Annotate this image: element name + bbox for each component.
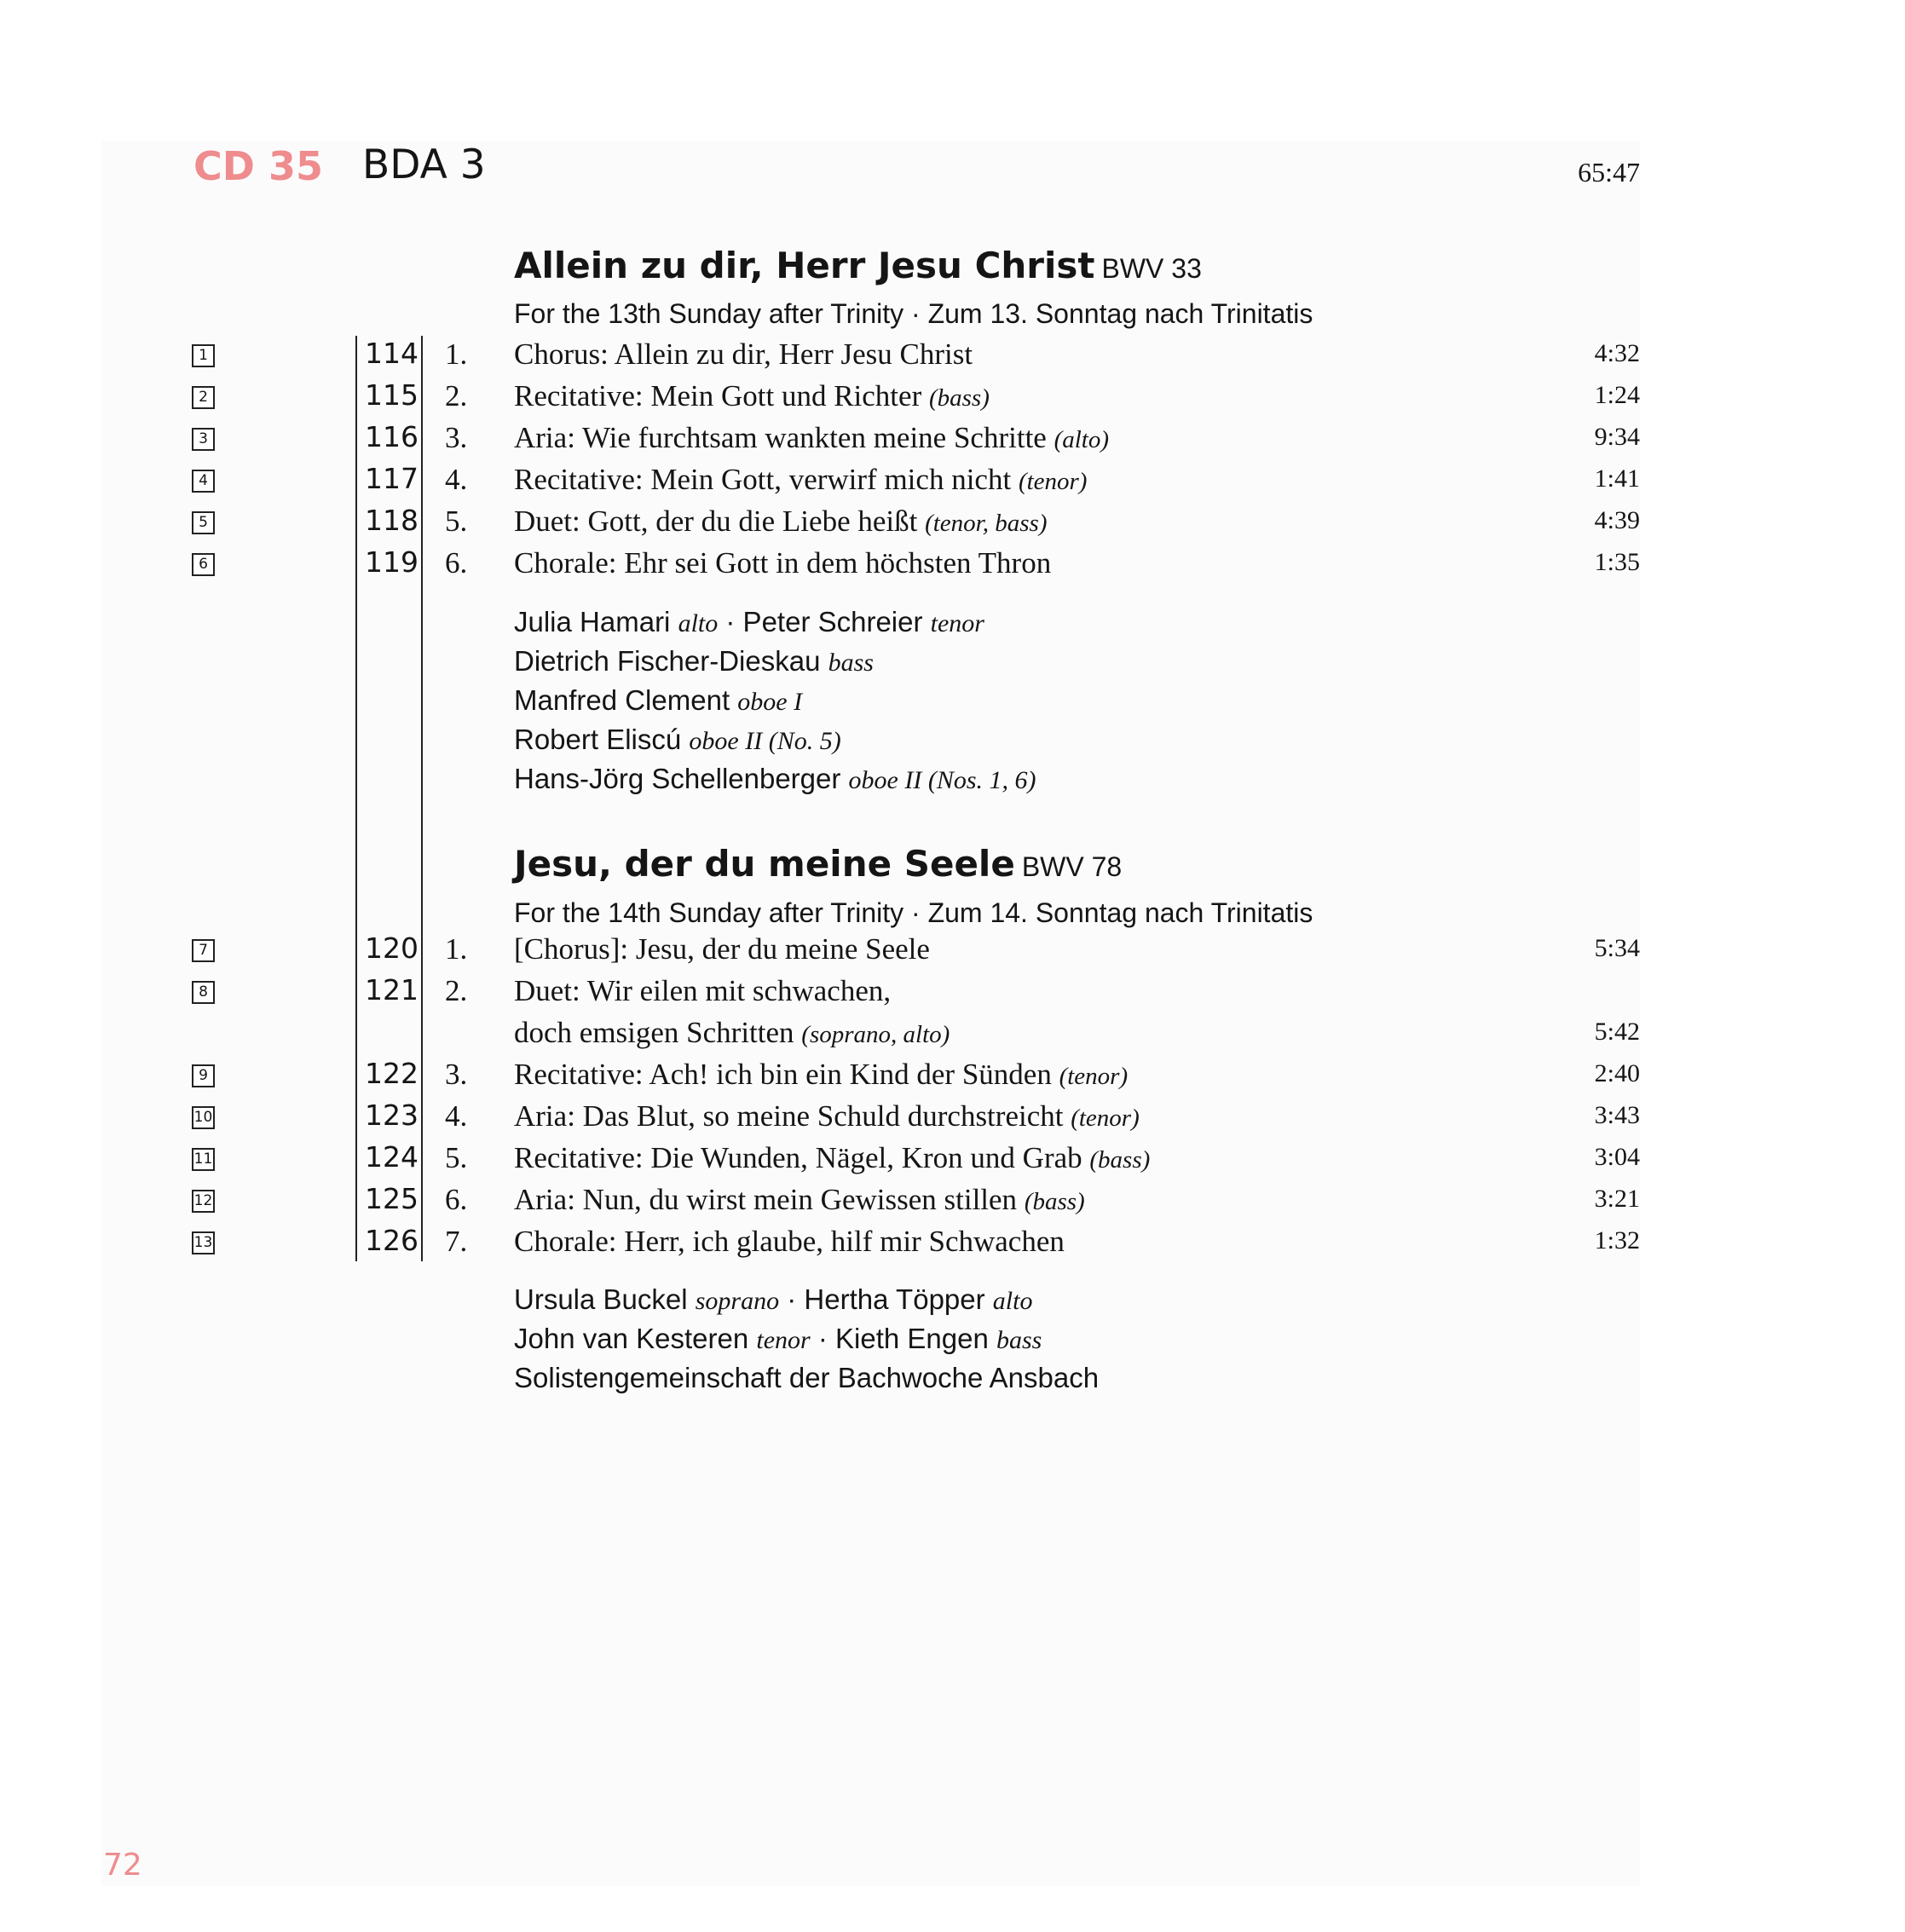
voice-part: (tenor) [1018, 468, 1088, 495]
performer-role: tenor [930, 609, 984, 637]
performer-name: Manfred Clement [514, 684, 738, 716]
movement-number: 2. [445, 974, 468, 1007]
work-occasion: For the 14th Sunday after Trinity · Zum 14. Sonntag nach Trinitatis [514, 897, 1313, 928]
voice-part: (tenor, bass) [925, 510, 1048, 537]
performer-line [514, 1283, 1032, 1316]
work-title [514, 245, 1202, 286]
movement-number: 2. [445, 379, 468, 412]
voice-part: (bass) [928, 384, 990, 412]
track-duration: 3:43 [1594, 1101, 1640, 1129]
performer-role: tenor [756, 1326, 811, 1354]
performer-name: · Kieth Engen [810, 1323, 996, 1354]
movement-number: 3. [445, 421, 468, 454]
disc-code: BDA 3 [362, 141, 486, 188]
movement-number: 1. [445, 932, 468, 966]
track-duration: 5:34 [1594, 934, 1640, 962]
voice-part: (alto) [1054, 426, 1110, 453]
movement-number: 3. [445, 1058, 468, 1091]
track-row [0, 1139, 1905, 1181]
performer-role: oboe II (Nos. 1, 6) [848, 766, 1036, 794]
catalog-number: 125 [365, 1182, 419, 1215]
catalog-number: 123 [365, 1099, 419, 1132]
track-number-box: 3 [192, 428, 215, 451]
movement-title [514, 1141, 1150, 1175]
track-duration: 4:39 [1594, 506, 1640, 534]
track-duration: 2:40 [1594, 1059, 1640, 1087]
movement-title-text: Duet: Wir eilen mit schwachen, [514, 974, 892, 1007]
movement-title [514, 1225, 1065, 1259]
movement-number: 1. [445, 337, 468, 371]
performer-line [514, 1362, 1099, 1394]
bwv-number: BWV 78 [1021, 851, 1123, 882]
movement-title [514, 505, 1047, 539]
track-row [0, 972, 1905, 1014]
movement-title [514, 1016, 950, 1050]
performer-line [514, 606, 984, 638]
work-title-text: Allein zu dir, Herr Jesu Christ [514, 245, 1095, 286]
track-row [0, 419, 1905, 461]
performer-name: Solistengemeinschaft der Bachwoche Ansbach [514, 1362, 1100, 1393]
performer-line [514, 684, 802, 717]
performer-line [514, 645, 874, 678]
movement-title-text: Recitative: Ach! ich bin ein Kind der Sünden [514, 1058, 1052, 1091]
performer-name: Dietrich Fischer-Dieskau [514, 645, 828, 677]
track-number-box: 7 [192, 939, 215, 962]
movement-title [514, 1099, 1140, 1133]
performer-role: oboe II (No. 5) [689, 727, 841, 755]
catalog-number: 124 [365, 1140, 419, 1174]
catalog-number: 120 [365, 931, 419, 965]
catalog-number: 119 [365, 545, 419, 579]
track-duration: 4:32 [1594, 339, 1640, 367]
track-row-continuation [0, 1014, 1905, 1056]
movement-title [514, 463, 1087, 497]
movement-title [514, 974, 891, 1008]
track-row [0, 1223, 1905, 1265]
column-rule [421, 336, 423, 1261]
track-duration: 3:04 [1594, 1143, 1640, 1171]
performer-role: bass [828, 649, 874, 677]
cd-label: CD 35 [193, 143, 323, 189]
track-row [0, 545, 1905, 586]
catalog-number: 122 [365, 1057, 419, 1090]
performer-name: Hans-Jörg Schellenberger [514, 763, 849, 794]
movement-title-text: Duet: Gott, der du die Liebe heißt [514, 505, 918, 538]
movement-title [514, 1183, 1085, 1217]
track-number-box: 6 [192, 553, 215, 576]
movement-title [514, 1058, 1128, 1092]
performer-role: oboe I [737, 688, 803, 716]
work-title-text: Jesu, der du meine Seele [514, 843, 1015, 885]
track-number-box: 10 [192, 1106, 215, 1129]
catalog-number: 117 [365, 462, 419, 495]
track-duration: 3:21 [1594, 1185, 1640, 1213]
track-row [0, 378, 1905, 419]
movement-number: 7. [445, 1225, 468, 1258]
track-row [0, 336, 1905, 378]
track-duration: 1:41 [1594, 464, 1640, 493]
movement-title-text: Recitative: Mein Gott, verwirf mich nicht [514, 463, 1012, 496]
performer-role: bass [996, 1326, 1042, 1354]
track-row [0, 1056, 1905, 1098]
performer-name: · Hertha Töpper [779, 1283, 993, 1315]
column-rule [355, 336, 357, 1261]
track-number-box: 1 [192, 344, 215, 367]
performer-role: alto [678, 609, 719, 637]
track-duration: 1:35 [1594, 548, 1640, 576]
movement-title [514, 337, 973, 372]
movement-number: 5. [445, 505, 468, 538]
bwv-number: BWV 33 [1101, 253, 1202, 284]
track-number-box: 13 [192, 1231, 215, 1254]
voice-part: (bass) [1024, 1188, 1085, 1215]
catalog-number: 118 [365, 504, 419, 537]
performer-role: soprano [695, 1287, 780, 1315]
track-number-box: 11 [192, 1148, 215, 1171]
track-number-box: 12 [192, 1190, 215, 1213]
movement-title [514, 421, 1109, 455]
movement-number: 6. [445, 546, 468, 580]
movement-title-text: Aria: Nun, du wirst mein Gewissen stillen [514, 1183, 1018, 1216]
catalog-number: 126 [365, 1224, 419, 1257]
movement-title-text: Chorus: Allein zu dir, Herr Jesu Christ [514, 337, 973, 371]
track-number-box: 9 [192, 1064, 215, 1087]
catalog-number: 116 [365, 420, 419, 453]
performer-name: John van Kesteren [514, 1323, 757, 1354]
catalog-number: 121 [365, 973, 419, 1006]
movement-title-text: Recitative: Mein Gott und Richter [514, 379, 922, 412]
track-duration: 5:42 [1594, 1018, 1640, 1046]
track-duration: 9:34 [1594, 423, 1640, 451]
voice-part: (bass) [1089, 1146, 1151, 1174]
movement-number: 4. [445, 463, 468, 496]
performer-name: Julia Hamari [514, 606, 678, 637]
track-number-box: 2 [192, 386, 215, 409]
voice-part: (soprano, alto) [801, 1021, 950, 1048]
total-time: 65:47 [1578, 157, 1640, 187]
work-occasion: For the 13th Sunday after Trinity · Zum 13. Sonntag nach Trinitatis [514, 298, 1313, 329]
movement-title-text: Aria: Wie furchtsam wankten meine Schritte [514, 421, 1047, 454]
track-number-box: 8 [192, 981, 215, 1004]
track-number-box: 5 [192, 511, 215, 534]
track-row [0, 503, 1905, 545]
movement-title-text: doch emsigen Schritten [514, 1016, 794, 1049]
movement-title-text: [Chorus]: Jesu, der du meine Seele [514, 932, 930, 966]
performer-line [514, 763, 1036, 795]
movement-number: 5. [445, 1141, 468, 1174]
voice-part: (tenor) [1071, 1104, 1140, 1132]
track-number-box: 4 [192, 470, 215, 493]
movement-number: 6. [445, 1183, 468, 1216]
track-row [0, 931, 1905, 972]
movement-title [514, 932, 930, 966]
movement-title-text: Recitative: Die Wunden, Nägel, Kron und Grab [514, 1141, 1082, 1174]
track-duration: 1:32 [1594, 1226, 1640, 1254]
work-title [514, 843, 1122, 885]
page-number: 72 [103, 1848, 142, 1883]
movement-title-text: Chorale: Herr, ich glaube, hilf mir Schwachen [514, 1225, 1065, 1258]
performer-role: alto [992, 1287, 1033, 1315]
voice-part: (tenor) [1059, 1063, 1129, 1090]
performer-line [514, 1323, 1042, 1355]
catalog-number: 114 [365, 337, 419, 370]
movement-number: 4. [445, 1099, 468, 1133]
performer-name: · Peter Schreier [718, 606, 931, 637]
performer-name: Robert Eliscú [514, 724, 690, 755]
movement-title-text: Chorale: Ehr sei Gott in dem höchsten Thron [514, 546, 1052, 580]
performer-name: Ursula Buckel [514, 1283, 696, 1315]
catalog-number: 115 [365, 378, 419, 412]
movement-title [514, 379, 990, 413]
track-row [0, 461, 1905, 503]
performer-line [514, 724, 841, 756]
track-duration: 1:24 [1594, 381, 1640, 409]
movement-title-text: Aria: Das Blut, so meine Schuld durchstreicht [514, 1099, 1064, 1133]
track-row [0, 1181, 1905, 1223]
movement-title [514, 546, 1051, 580]
track-row [0, 1098, 1905, 1139]
